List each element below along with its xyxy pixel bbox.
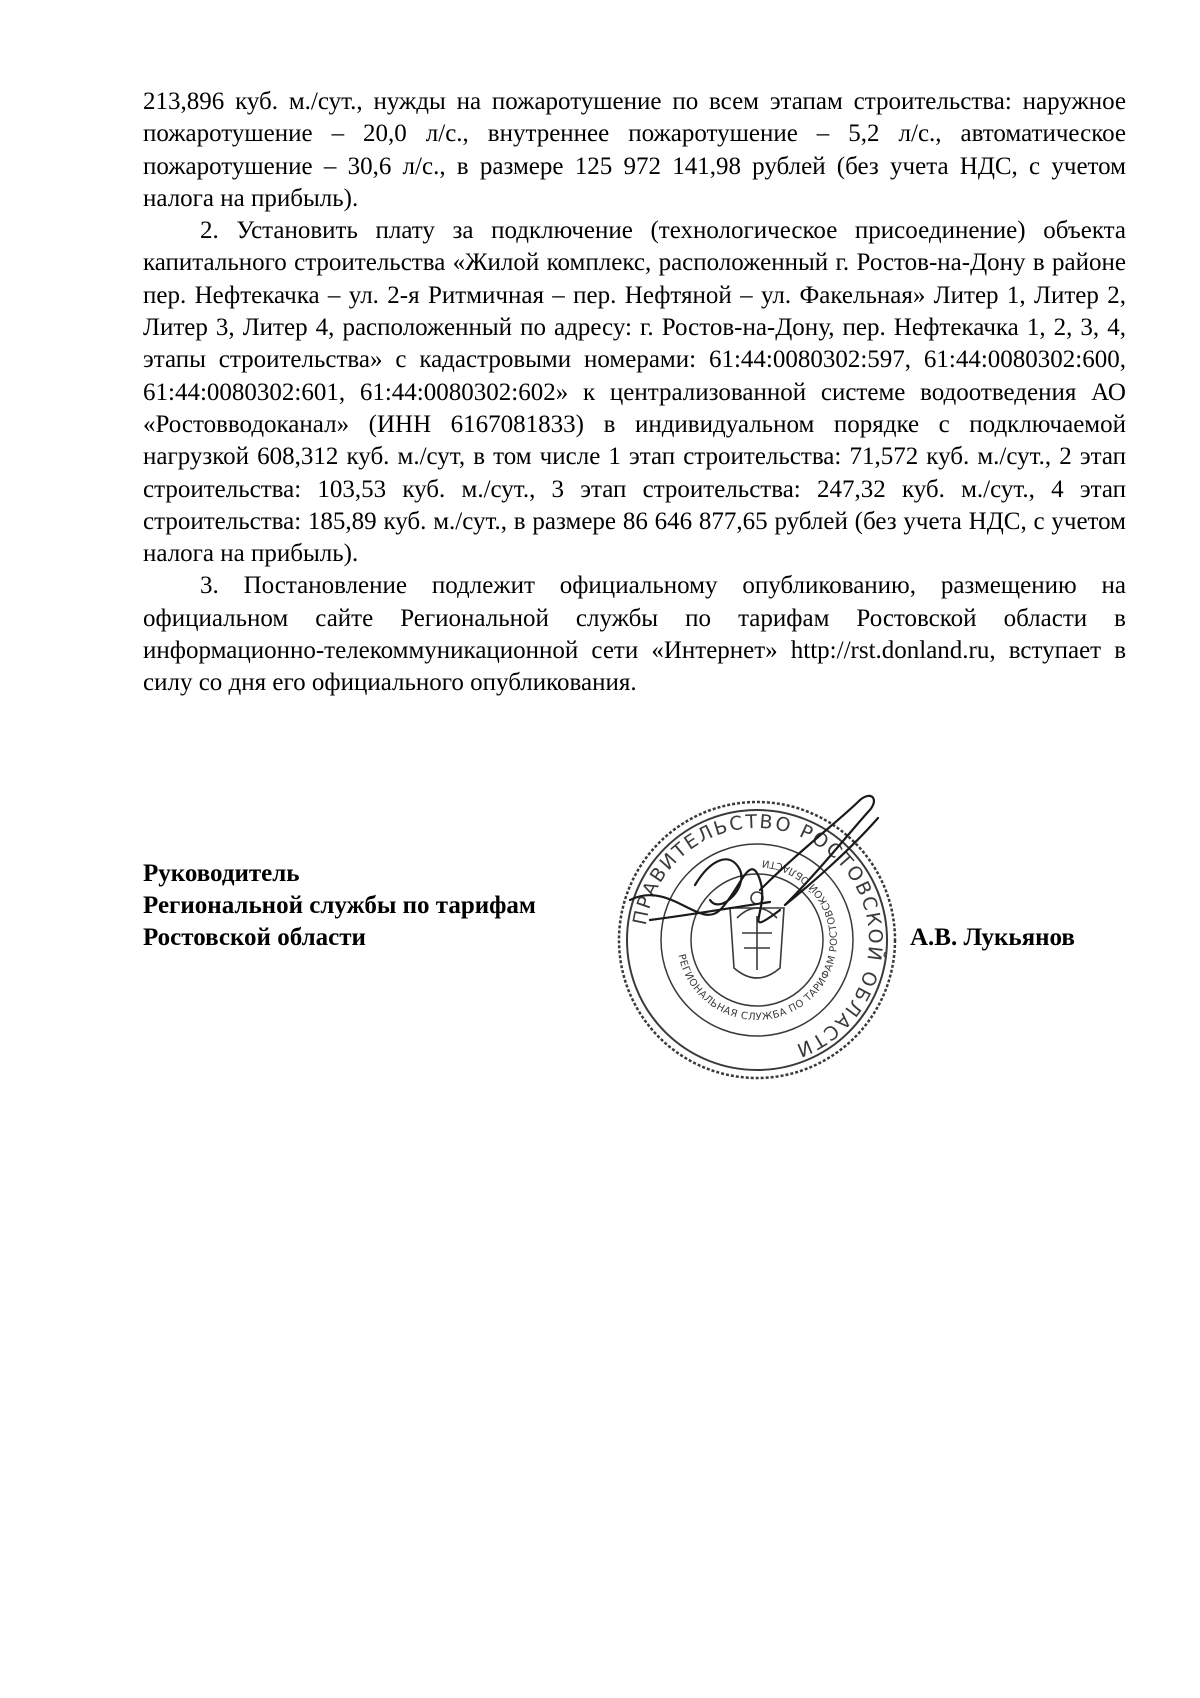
signatory-title: [143, 858, 536, 954]
signatory-title-line-1: Руководитель: [143, 860, 300, 887]
stamp-inner-text: РЕГИОНАЛЬНАЯ СЛУЖБА ПО ТАРИФАМ РОСТОВСКОЙ ОБЛАСТИ: [675, 857, 841, 1024]
paragraph-2: 2. Установить плату за подключение (технологическое присоединение) объекта капитального строительства «Жилой комплекс, расположенный г. Ростов-на-Дону в районе пер. Нефтекачка – ул. 2-я Ритмичная – пер. Нефтяной – ул. Факельная» Литер 1, Литер 2, Литер 3, Литер 4, расположенный по адресу: г. Ростов-на-Дону, пер. Нефтекачка 1, 2, 3, 4, этапы строительства» с кадастровыми номерами: 61:44:0080302:597, 61:44:0080302:600, 61:44:0080302:601, 61:44:0080302:602» к централизованной системе водоотведения АО «Ростовводоканал» (ИНН 6167081833) в индивидуальном порядке с подключаемой нагрузкой 608,312 куб. м./сут, в том числе 1 этап строительства: 71,572 куб. м./сут., 2 этап строительства: 103,53 куб. м./сут., 3 этап строительства: 247,32 куб. м./сут., 4 этап строительства: 185,89 куб. м./сут., в размере 86 646 877,65 рублей (без учета НДС, с учетом налога на прибыль).: [143, 217, 1126, 568]
signatory-name: А.В. Лукьянов: [910, 924, 1075, 951]
document-body: [143, 86, 1126, 700]
handwritten-signature-icon: [610, 790, 910, 990]
paragraph-continued: 213,896 куб. м./сут., нужды на пожаротушение по всем этапам строительства: наружное пожаротушение – 20,0 л/с., внутреннее пожаротушение – 5,2 л/с., автоматическое пожаротушение – 30,6 л/с., в размере 125 972 141,98 рублей (без учета НДС, с учетом налога на прибыль).: [143, 88, 1126, 212]
signatory-title-line-3: Ростовской области: [143, 924, 366, 951]
paragraph-3: 3. Постановление подлежит официальному опубликованию, размещению на официальном сайте Региональной службы по тарифам Ростовской области в информационно-телекоммуникационной сети «Интернет» http://rst.donland.ru, вступает в силу со дня его официального опубликования.: [143, 572, 1126, 697]
signatory-title-line-2: Региональной службы по тарифам: [143, 892, 536, 919]
stamp-outer-text: ПРАВИТЕЛЬСТВО РОСТОВСКОЙ ОБЛАСТИ: [628, 810, 887, 1062]
